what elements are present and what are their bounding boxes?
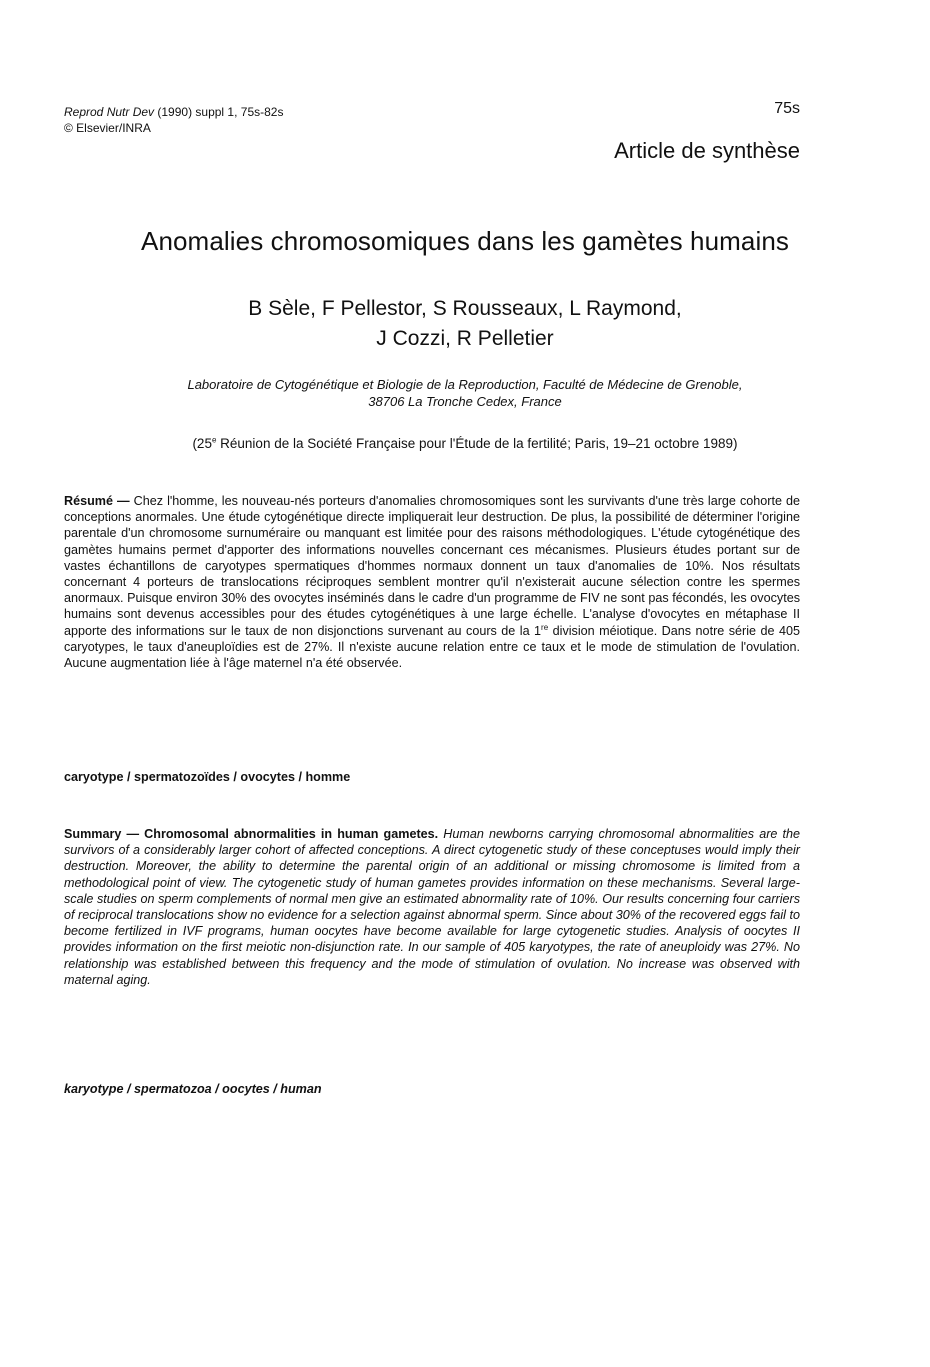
affiliation xyxy=(0,376,930,410)
resume-text-part1: Chez l'homme, les nouveau-nés porteurs d'anomalies chromosomiques sont les survivants d'une très large cohorte de conceptions anormales. Une étude cytogénétique directe impliquerait leur destruction. De plus, la possibilité de déterminer l'origine parentale d'un chromosome surnuméraire ou manquant est limitée pour des raisons méthodologiques. L'étude cytogénétique des gamètes humains permet d'apporter des informations nouvelles concernant ces mécanismes. Plusieurs études portant sur de vastes échantillons de caryotypes spermatiques d'hommes normaux donnent un taux d'anomalies de 10%. Nos résultats concernant 4 porteurs de translocations réciproques semblent montrer qu'il n'existerait aucune sélection contre les spermes anormaux. Puisque environ 30% des ovocytes inséminés dans le cadre d'un programme de FIV ne sont pas fécondés, les ovocytes humains sont devenus accessibles pour des études cytogénétiques à une large échelle. L'analyse d'ovocytes en métaphase II apporte des informations sur le taux de non disjonctions survenant au cours de la 1 xyxy=(64,494,800,638)
meeting-note-rest: Réunion de la Société Française pour l'Étude de la fertilité; Paris, 19–21 octobre 1989) xyxy=(216,436,738,451)
journal-reference xyxy=(64,104,283,136)
affiliation-line-2: 38706 La Tronche Cedex, France xyxy=(368,394,562,409)
journal-citation xyxy=(64,104,283,120)
journal-abbrev: Reprod Nutr Dev xyxy=(64,105,155,119)
summary-text: Human newborns carrying chromosomal abnormalities are the survivors of a considerably larger cohort of affected conceptions. A direct cytogenetic study of these conceptuses would imply their destruction. Moreover, the ability to determine the parental origin of an additional or missing chromosome is limited from a methodological point of view. The cytogenetic study of human gametes provides information on these mechanisms. Several large-scale studies on sperm complements of normal men give an estimated abnormality rate of 10%. Our results concerning four carriers of reciprocal translocations show no evidence for a selection against abnormal sperm. Since about 30% of the recovered eggs fail to become fertilized in IVF programs, human oocytes have become available for large cytogenetic studies. Analysis of oocytes II provides information on the first meiotic non-disjunction rate. In our sample of 405 karyotypes, the rate of aneuploidy was 27%. No relationship was established between this frequency and the mode of stimulation of ovulation. No increase was observed with maternal aging. xyxy=(64,827,800,987)
summary-paragraph xyxy=(64,826,800,988)
resume-text-part2: division méiotique. Dans notre série de 405 caryotypes, le taux d'aneuploïdies est de 27%. Il n'existe aucune relation entre ce taux et le mode de stimulation de l'ovulation. Aucune augmentation liée à l'âge maternel n'a été observée. xyxy=(64,623,800,671)
authors-line-1: B Sèle, F Pellestor, S Rousseaux, L Raymond, xyxy=(248,297,682,320)
section-label: Article de synthèse xyxy=(614,138,800,163)
affiliation-line-1: Laboratoire de Cytogénétique et Biologie de la Reproduction, Faculté de Médecine de Grenoble, xyxy=(187,377,743,392)
copyright-line: © Elsevier/INRA xyxy=(64,121,151,135)
resume-ordinal-sup: re xyxy=(541,622,549,632)
keywords-french: caryotype / spermatozoïdes / ovocytes / homme xyxy=(64,770,351,784)
meeting-note-start: (25 xyxy=(192,436,212,451)
page-number: 75s xyxy=(774,100,800,117)
summary-heading: Summary — Chromosomal abnormalities in human gametes. xyxy=(64,827,439,841)
article-title: Anomalies chromosomiques dans les gamètes humains xyxy=(141,226,789,256)
keywords-english: karyotype / spermatozoa / oocytes / human xyxy=(64,1082,322,1096)
author-list xyxy=(0,294,930,354)
resume-paragraph xyxy=(64,493,800,671)
meeting-note xyxy=(0,436,930,451)
journal-volume-pages: (1990) suppl 1, 75s-82s xyxy=(154,105,284,119)
authors-line-2: J Cozzi, R Pelletier xyxy=(376,327,554,350)
meeting-ordinal-sup: e xyxy=(211,435,217,445)
resume-heading: Résumé — xyxy=(64,494,130,508)
